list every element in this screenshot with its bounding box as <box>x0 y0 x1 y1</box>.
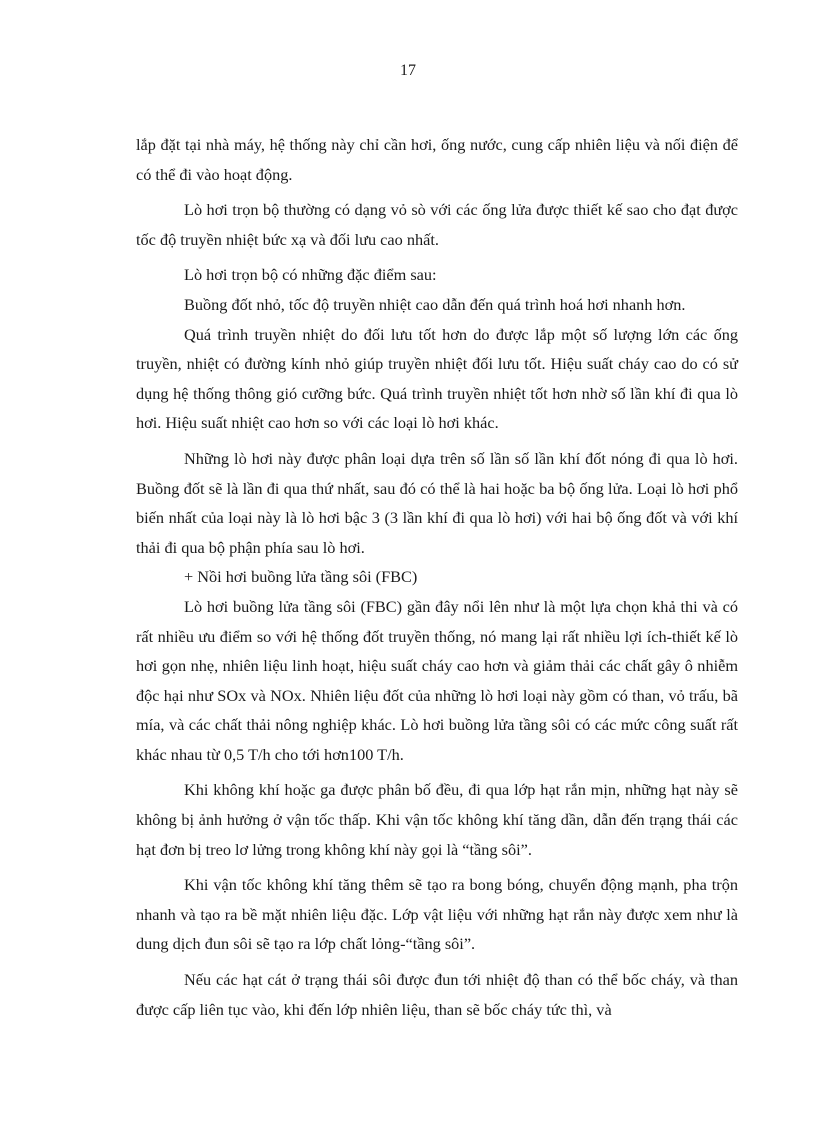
paragraph: Lò hơi trọn bộ có những đặc điểm sau: <box>184 265 437 285</box>
paragraph: Khi không khí hoặc ga được phân bố đều, đi qua lớp hạt rắn mịn, những hạt này sẽ không bị ảnh hưởng ở vận tốc thấp. Khi vận tốc không khí tăng dần, dẫn đến trạng thái các hạt đơn bị treo lơ lửng trong không khí này gọi là “tầng sôi”. <box>136 780 738 859</box>
page-number: 17 <box>400 62 416 79</box>
paragraph: Buồng đốt nhỏ, tốc độ truyền nhiệt cao dẫn đến quá trình hoá hơi nhanh hơn. <box>184 294 686 314</box>
paragraph: Khi vận tốc không khí tăng thêm sẽ tạo ra bong bóng, chuyển động mạnh, pha trộn nhanh và tạo ra bề mặt nhiên liệu đặc. Lớp vật liệu với những hạt rắn này được xem như là dung dịch đun sôi sẽ tạo ra lớp chất lỏng-“tầng sôi”. <box>136 875 738 954</box>
paragraph: Quá trình truyền nhiệt do đối lưu tốt hơn do được lắp một số lượng lớn các ống truyền, nhiệt có đường kính nhỏ giúp truyền nhiệt đối lưu tốt. Hiệu suất cháy cao do có sử dụng hệ thống thông gió cưỡng bức. Quá trình truyền nhiệt tốt hơn nhờ số lần khí đi qua lò hơi. Hiệu suất nhiệt cao hơn so với các loại lò hơi khác. <box>136 324 738 433</box>
body-text <box>136 130 738 1024</box>
paragraph-continuation: lắp đặt tại nhà máy, hệ thống này chỉ cần hơi, ống nước, cung cấp nhiên liệu và nối điện để có thể đi vào hoạt động. <box>136 135 738 184</box>
section-heading: + Nồi hơi buồng lửa tầng sôi (FBC) <box>184 567 418 587</box>
paragraph: Những lò hơi này được phân loại dựa trên số lần số lần khí đốt nóng đi qua lò hơi. Buồng đốt sẽ là lần đi qua thứ nhất, sau đó có thể là hai hoặc ba bộ ống lửa. Loại lò hơi phổ biến nhất của loại này là lò hơi bậc 3 (3 lần khí đi qua lò hơi) với hai bộ ống đốt và với khí thải đi qua bộ phận phía sau lò hơi. <box>136 448 738 557</box>
paragraph: Lò hơi buồng lửa tầng sôi (FBC) gần đây nổi lên như là một lựa chọn khả thi và có rất nhiều ưu điểm so với hệ thống đốt truyền thống, nó mang lại rất nhiều lợi ích-thiết kế lò hơi gọn nhẹ, nhiên liệu linh hoạt, hiệu suất cháy cao hơn và giảm thải các chất gây ô nhiễm độc hại như SOx và NOx. Nhiên liệu đốt của những lò hơi loại này gồm có than, vỏ trấu, bã mía, và các chất thải nông nghiệp khác. Lò hơi buồng lửa tầng sôi có các mức công suất rất khác nhau từ 0,5 T/h cho tới hơn100 T/h. <box>136 596 738 764</box>
paragraph: Lò hơi trọn bộ thường có dạng vỏ sò với các ống lửa được thiết kế sao cho đạt được tốc độ truyền nhiệt bức xạ và đối lưu cao nhất. <box>136 200 738 249</box>
paragraph: Nếu các hạt cát ở trạng thái sôi được đun tới nhiệt độ than có thể bốc cháy, và than được cấp liên tục vào, khi đến lớp nhiên liệu, than sẽ bốc cháy tức thì, và <box>136 970 738 1019</box>
